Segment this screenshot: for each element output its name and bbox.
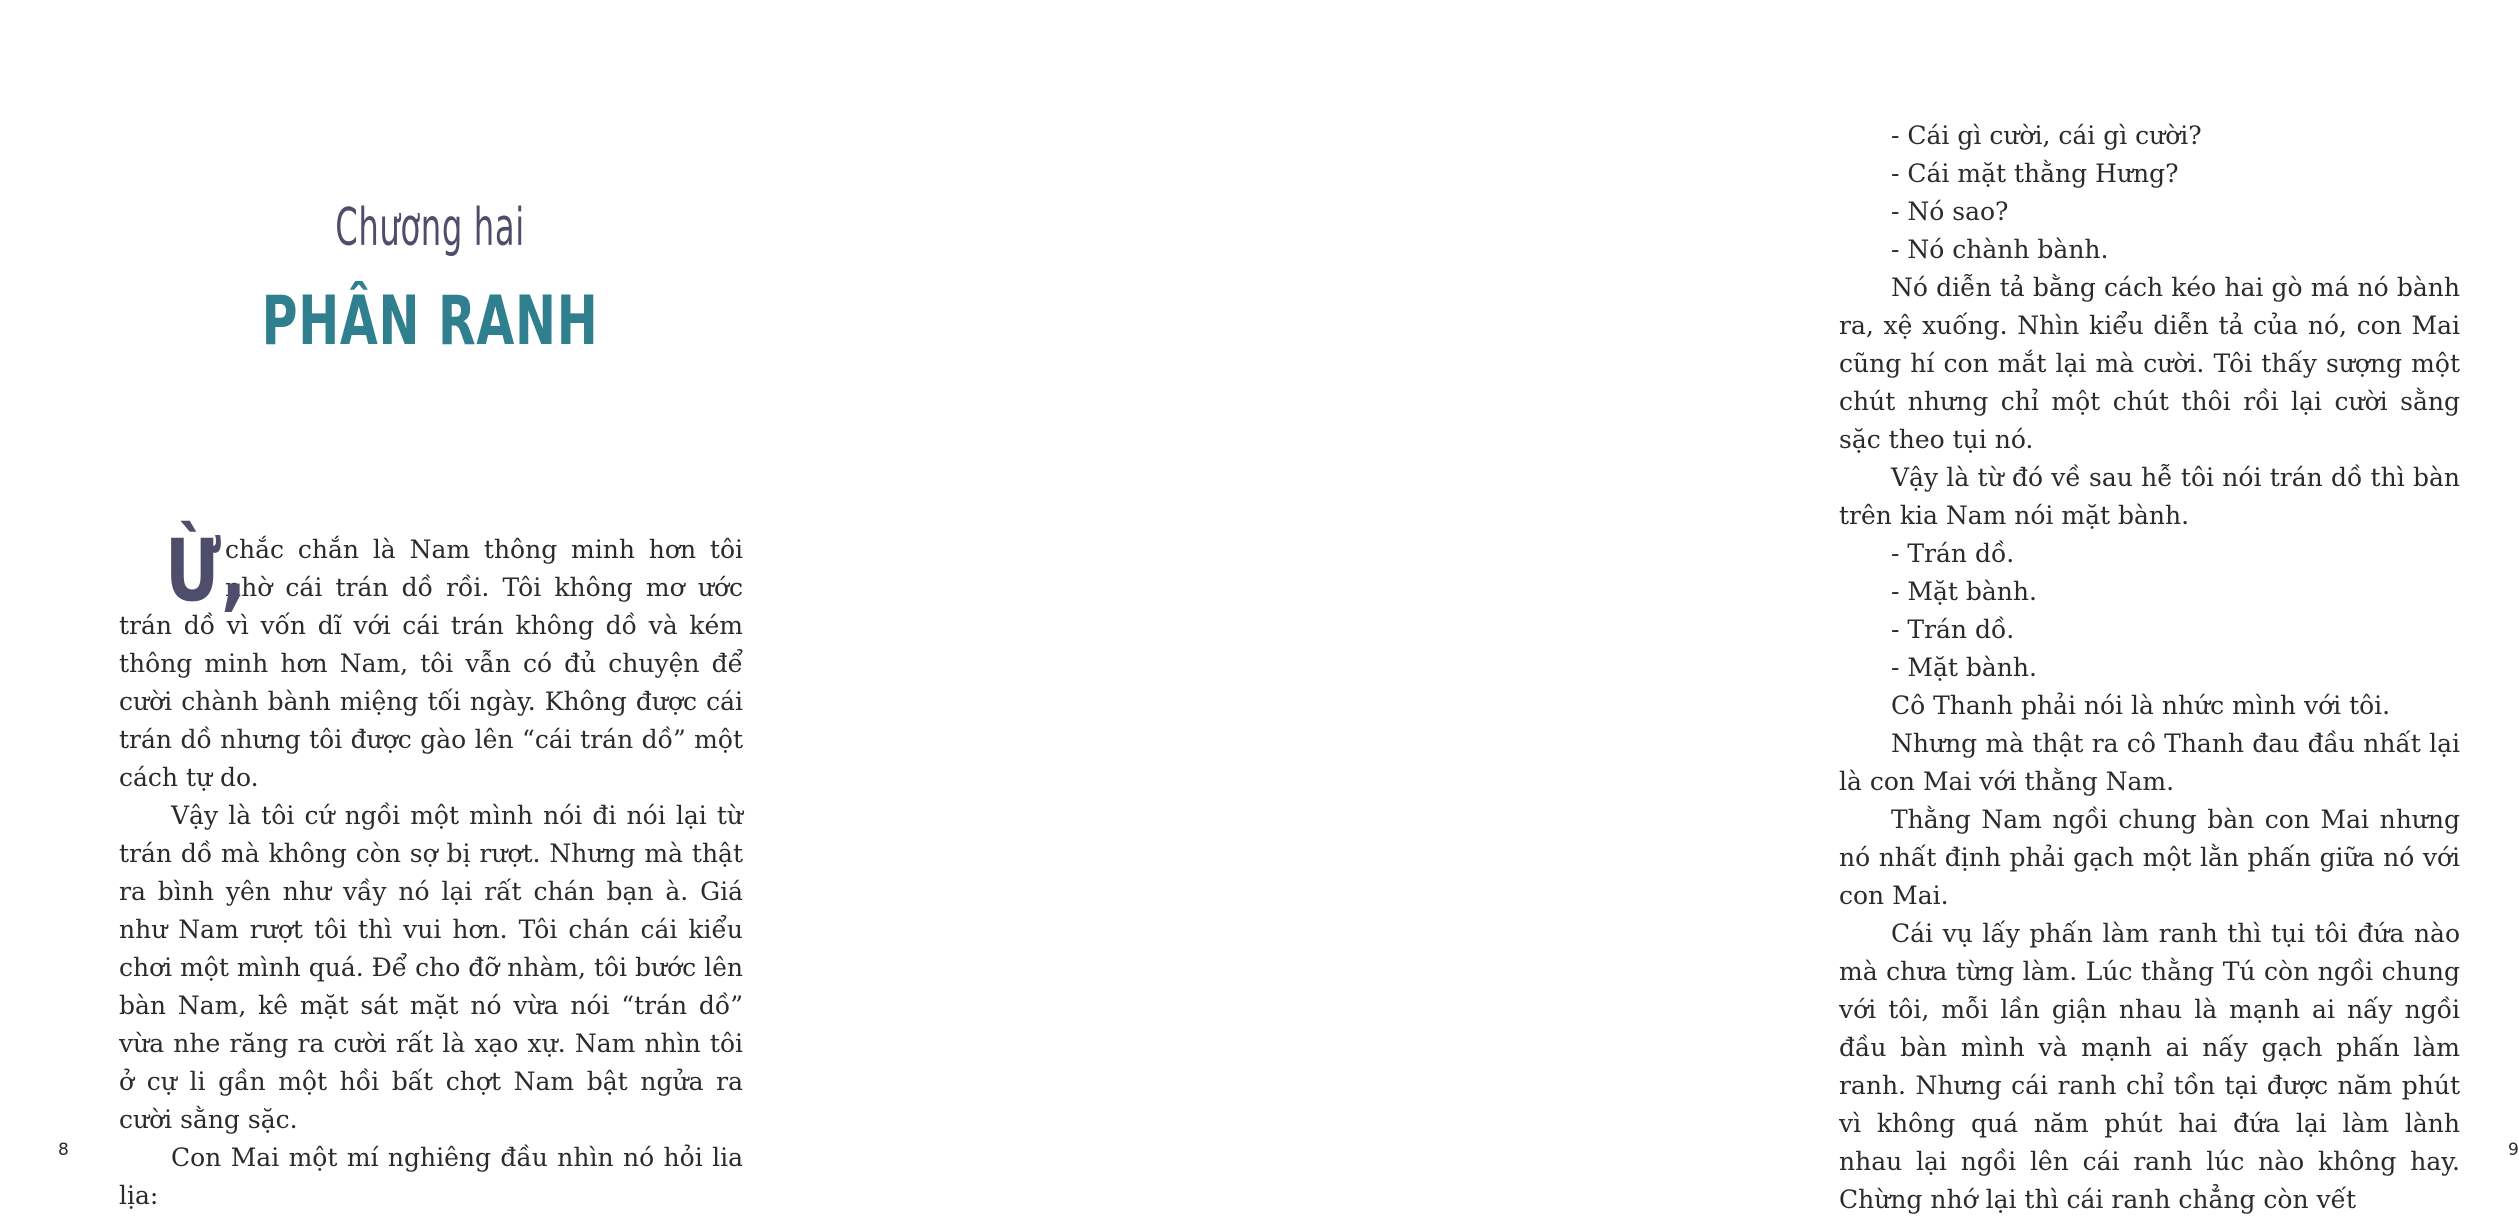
paragraph: Nó diễn tả bằng cách kéo hai gò má nó bành ra, xệ xuống. Nhìn kiểu diễn tả của nó, con Mai cũng hí con mắt lại mà cười. Tôi thấy sượng một chút nhưng chỉ một chút thôi rồi lại cười sằng sặc theo tụi nó. bbox=[1839, 273, 2460, 454]
paragraph: Vậy là từ đó về sau hễ tôi nói trán dồ thì bàn trên kia Nam nói mặt bành. bbox=[1839, 463, 2460, 530]
chapter-label: Chương hai bbox=[335, 198, 525, 258]
right-body-text bbox=[1839, 117, 2460, 1219]
chapter-title: PHÂN RANH bbox=[261, 282, 599, 361]
dialog-line: - Nó sao? bbox=[1891, 197, 2009, 226]
dropcap: Ừ, bbox=[165, 521, 247, 621]
paragraph-text: chắc chắn là Nam thông minh hơn tôi nhờ cái trán dồ rồi. Tôi không mơ ước trán dồ vì vốn dĩ với cái trán không dồ và kém thông minh hơn Nam, tôi vẫn có đủ chuyện để cười chành bành miệng tối ngày. Không được cái trán dồ nhưng tôi được gào lên “cái trán dồ” một cách tự do. bbox=[119, 535, 743, 792]
paragraph bbox=[119, 521, 743, 797]
dialog-line: - Nó chành bành. bbox=[1891, 235, 2109, 264]
dialog-line: - Cái mặt thằng Hưng? bbox=[1891, 159, 2179, 188]
page-number: 9 bbox=[2508, 1140, 2519, 1160]
paragraph: Thằng Nam ngồi chung bàn con Mai nhưng nó nhất định phải gạch một lằn phấn giữa nó với con Mai. bbox=[1839, 805, 2460, 910]
dialog-line: - Mặt bành. bbox=[1891, 577, 2037, 606]
paragraph: Vậy là tôi cứ ngồi một mình nói đi nói lại từ trán dồ mà không còn sợ bị rượt. Nhưng mà thật ra bình yên như vầy nó lại rất chán bạn à. Giá như Nam rượt tôi thì vui hơn. Tôi chán cái kiểu chơi một mình quá. Để cho đỡ nhàm, tôi bước lên bàn Nam, kê mặt sát mặt nó vừa nói “trán dồ” vừa nhe răng ra cười rất là xạo xự. Nam nhìn tôi ở cự li gần một hồi bất chợt Nam bật ngửa ra cười sằng sặc. bbox=[119, 801, 743, 1134]
paragraph: Nhưng mà thật ra cô Thanh đau đầu nhất lại là con Mai với thằng Nam. bbox=[1839, 729, 2460, 796]
paragraph: Cái vụ lấy phấn làm ranh thì tụi tôi đứa nào mà chưa từng làm. Lúc thằng Tú còn ngồi chung với tôi, mỗi lần giận nhau là mạnh ai nấy ngồi đầu bàn mình và mạnh ai nấy gạch phấn làm ranh. Nhưng cái ranh chỉ tồn tại được năm phút vì không quá năm phút hai đứa lại làm lành nhau lại ngồi lên cái ranh lúc nào không hay. Chừng nhớ lại thì cái ranh chẳng còn vết bbox=[1839, 919, 2460, 1214]
paragraph: Con Mai một mí nghiêng đầu nhìn nó hỏi lia lịa: bbox=[119, 1143, 743, 1210]
left-body-text bbox=[119, 521, 743, 1215]
right-page bbox=[856, 0, 2519, 1214]
dialog-line: - Cái gì cười, cái gì cười? bbox=[1891, 121, 2202, 150]
dialog-line: - Trán dồ. bbox=[1891, 539, 2015, 568]
dialog-line: - Mặt bành. bbox=[1891, 653, 2037, 682]
left-page bbox=[0, 0, 856, 1211]
dialog-line: - Trán dồ. bbox=[1891, 615, 2015, 644]
page-number: 8 bbox=[58, 1140, 69, 1160]
paragraph: Cô Thanh phải nói là nhức mình với tôi. bbox=[1891, 691, 2391, 720]
